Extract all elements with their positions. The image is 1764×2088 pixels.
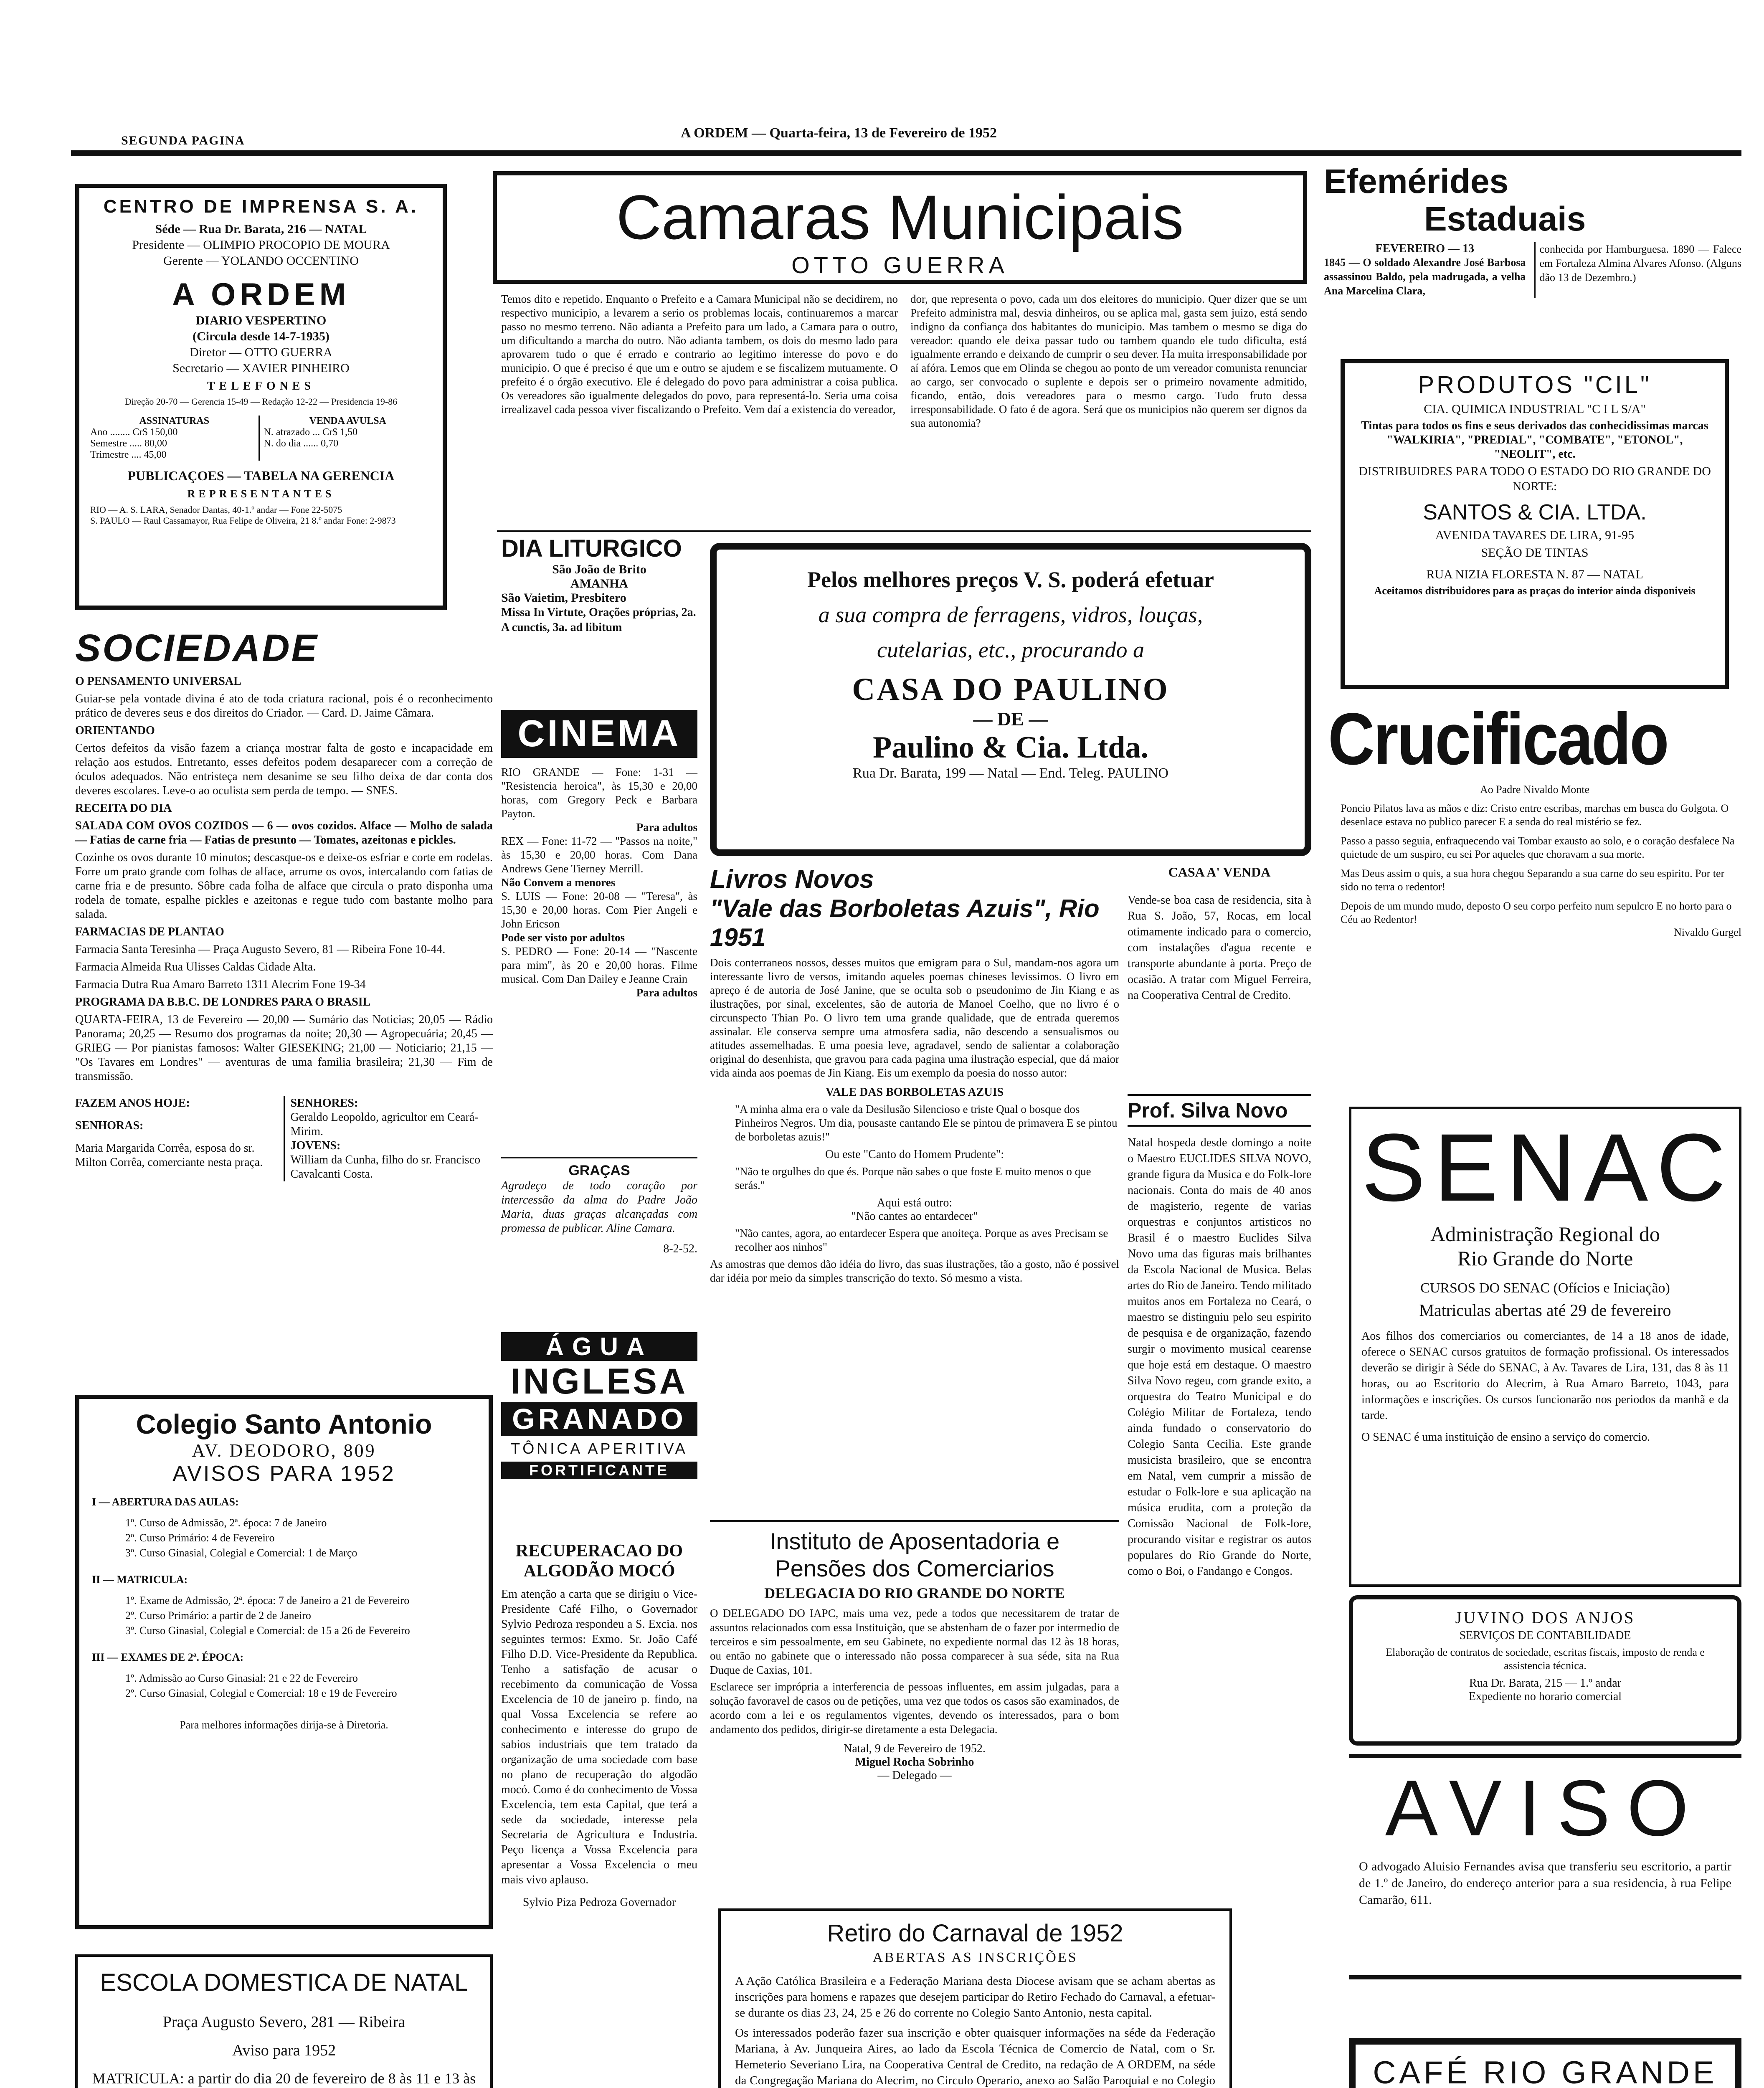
paulino-box [710, 543, 1311, 856]
header-rule [71, 150, 1741, 156]
orientando-text: Certos defeitos da visão fazem a criança mostrar falta de gosto e incapacidade em relação aos estudos. Entretanto, esses defeitos podem desaparecer com a correção de óculos adequados. Não entristeça nem desanime se seu filho deixa de dar conta dos deveres escolares. Leve-o ao oculista sem perda de tempo. — SNES. [75, 742, 493, 797]
liturgico-text: Missa In Virtute, Orações próprias, 2a. A cunctis, 3a. ad libitum [501, 606, 696, 634]
imprensa-box [75, 184, 447, 610]
agua-line5: FORTIFICANTE [501, 1462, 697, 1479]
senac-sub1: Administração Regional do [1430, 1222, 1660, 1246]
livros-closing: As amostras que demos dão idéia do livro, das suas ilustrações, tão a gosto, não é possivel dar idéia por meio da simples transcrição do texto. Só mesmo a vista. [710, 1258, 1119, 1284]
livros-poem: "A minha alma era o vale da Desilusão Silencioso e triste Qual o bosque dos Pinheiros Negros. Um dia, pousaste cantando Ele se pintou de primavera E se pintou de borboletas azuis!" [735, 1103, 1118, 1143]
agua-line3: GRANADO [501, 1402, 697, 1436]
assinaturas-label: ASSINATURAS [139, 416, 210, 426]
cil-cia: CIA. QUIMICA INDUSTRIAL "C I L S/A" [1424, 402, 1646, 416]
crucificado-verse: Mas Deus assim o quis, a sua hora chegou Separando a sua carne do seu espirito. Por ter sido no terra o redentor! [1341, 867, 1725, 893]
instituto-p2: Esclarece ser imprópria a interferencia de pessoas influentes, em assim julgadas, para a solução favoravel de casos ou de petições, uma vez que todos os casos são examinados, de acordo com a lei e os regulamentos vigentes, devendo os interessados, para o bom andamento dos pedidos, dirigir-se diretamente a esta Delegacia. [710, 1680, 1119, 1736]
colegio-s2: II — MATRICULA: [92, 1574, 188, 1586]
rate-row: Ano ........ Cr$ 150,00 [90, 427, 178, 438]
senhoras-label: SENHORAS: [75, 1119, 144, 1132]
gracas-section [501, 1157, 697, 1330]
escola-title: ESCOLA DOMESTICA DE NATAL [100, 1969, 468, 1996]
aniversarios [75, 1096, 493, 1181]
rate-row: Trimestre .... 45,00 [90, 449, 167, 460]
senac-matriculas: Matriculas abertas até 29 de fevereiro [1419, 1301, 1671, 1320]
retiro-title: Retiro do Carnaval de 1952 [827, 1920, 1123, 1947]
crucificado-sign: Nivaldo Gurgel [1674, 926, 1741, 938]
recuperacao-sign: Sylvio Piza Pedroza Governador [522, 1896, 676, 1909]
cinema-title: CINEMA [501, 710, 697, 758]
cil-secao: SEÇÃO DE TINTAS [1481, 546, 1589, 560]
crucificado-section [1328, 697, 1741, 1115]
imprensa-gerente: Gerente — YOLANDO OCCENTINO [163, 254, 359, 268]
juvino-addr: Rua Dr. Barata, 215 — 1.º andar [1469, 1677, 1622, 1690]
retiro-box [718, 1908, 1232, 2088]
paulino-name: CASA DO PAULINO [852, 672, 1169, 707]
page-header [75, 125, 1737, 150]
efemerides-right [1534, 242, 1742, 298]
senac-sub2: Rio Grande do Norte [1457, 1247, 1633, 1270]
imprensa-presidente: Presidente — OLIMPIO PROCOPIO DE MOURA [132, 238, 390, 252]
aniversarios-label: FAZEM ANOS HOJE: [75, 1097, 190, 1110]
instituto-sign: Miguel Rocha Sobrinho [855, 1756, 974, 1769]
livros-poem-title: VALE DAS BORBOLETAS AZUIS [825, 1086, 1004, 1099]
receita-text: Cozinhe os ovos durante 10 minutos; descasque-os e deixe-os esfriar e corte em rodelas. Forre um prato grande com folhas de alface, arrume os ovos, intercalando com fatias de carne fria e de presunto. Sôbre cada folha de alface que circula o prato disponha uma rodela de tomate, espalhe pickles e azeitonas e regue tudo com bastante molho para salada. [75, 851, 493, 921]
cil-title: PRODUTOS "CIL" [1418, 371, 1652, 398]
livros-title: "Vale das Borboletas Azuis", Rio 1951 [710, 894, 1100, 951]
date-line: A ORDEM — Quarta-feira, 13 de Fevereiro de 1952 [681, 125, 997, 141]
efemerides-body [1324, 242, 1741, 298]
agua-line1: ÁGUA [501, 1332, 697, 1361]
escola-aviso: Aviso para 1952 [232, 2042, 336, 2059]
imprensa-sede: Séde — Rua Dr. Barata, 216 — NATAL [155, 222, 367, 236]
juvino-hours: Expediente no horario comercial [1468, 1690, 1622, 1703]
rep-sp: S. PAULO — Raul Cassamayor, Rua Felipe de Oliveira, 21 8.º andar Fone: 2-9873 [90, 515, 396, 526]
colegio-item: 1º. Curso de Admissão, 2ª. época: 7 de Janeiro [125, 1517, 327, 1529]
cinema-luis: S. LUIS — Fone: 20-08 — "Teresa", às 15,30 e 20,00 horas. Com Pier Angeli e John Ericson [501, 890, 697, 930]
livros-heading: Livros Novos [710, 865, 874, 894]
juvino-title: JUVINO DOS ANJOS [1455, 1608, 1635, 1627]
casa-venda-section [1128, 864, 1311, 1090]
telefones-label: TELEFONES [207, 380, 315, 393]
cil-addr: AVENIDA TAVARES DE LIRA, 91-95 [1435, 528, 1635, 542]
cinema-rex: REX — Fone: 11-72 — "Passos na noite," às 15,30 e 20,00 horas. Com Dana Andrews Gene Tierney Merrill. [501, 835, 697, 875]
masthead: A ORDEM [172, 277, 350, 312]
livros-outro-name: "Não cantes ao entardecer" [851, 1210, 978, 1223]
rates-table [90, 416, 432, 461]
livros-outro-title: Aqui está outro: [877, 1196, 953, 1209]
livros-outro: "Não cantes, agora, ao entardecer Espera que anoiteça. Porque as aves Precisam se recolher aos ninhos" [735, 1227, 1108, 1253]
silva-text: Natal hospeda desde domingo a noite o Maestro EUCLIDES SILVA NOVO, grande figura da Musica e do Folk-lore nacionais. Conta do mais de 40 anos de magisterio, regente de varias orquestras e conjuntos artisticos no Brasil é o maestro Euclides Silva Novo uma das figuras mais brilhantes da Escola Nacional de Musica. Belas artes do Rio de Janeiro. Tendo militado muitos anos em Fortaleza no Ceará, o maestro se distinguiu pelo seu espirito de pesquisa e de organização, fazendo surgir o movimento musical cearense que hoje está em destaque. O maestro Silva Novo regeu, com grande exito, a orquestra do Teatro Municipal e do Colégio Militar de Fortaleza, tendo ainda fundado o conservatorio do Colegio Santa Cecilia. Este grande musicista brasileiro, que se encontra em Natal, vem cumprir a missão de estudar o Folk-lore e sua aplicação na música erudita, com a proteção da Comissão Nacional de Folk-lore, procurando visitar e registrar os autos populares do Rio Grande do Norte, como o Boi, o Fandango e Congos. [1128, 1136, 1311, 1578]
colegio-item: 2º. Curso Primário: a partir de 2 de Janeiro [125, 1609, 311, 1622]
cil-rua: RUA NIZIA FLORESTA N. 87 — NATAL [1426, 568, 1643, 581]
recuperacao-text: Em atenção a carta que se dirigiu o Vice-Presidente Café Filho, o Governador Sylvio Pedroza respondeu a S. Excia. nos seguintes termos: Exmo. Sr. João Café Filho D.D. Vice-Presidente da Republica. Tenho a satisfação de acusar o recebimento da comunicação de Vossa Excelencia de 10 de janeiro p. findo, na qual Vossa Excelencia se refere ao conhecimento e interesse do grupo de sabios industriais que tem tratado da organização de uma sociedade com base no plano de recuperação do algodão mocó. Como é do conhecimento de Vossa Excelencia, tem esta Capital, que terá a sede da sociedade, interesse pela Secretaria de Agricultura e Industria. Peço licença a Vossa Excelencia para apresentar a Vossa Excelencia o meu mais vivo aplauso. [501, 1588, 697, 1886]
efemerides-title1: Efemérides [1324, 162, 1509, 200]
sociedade-body [75, 674, 493, 1084]
masthead-subtitle: DIARIO VESPERTINO [195, 314, 327, 327]
colegio-title: Colegio Santo Antonio [136, 1409, 432, 1439]
cinema-rating: Não Convem a menores [501, 876, 616, 889]
instituto-date: Natal, 9 de Fevereiro de 1952. [844, 1742, 986, 1755]
senac-sign: O SENAC é uma instituição de ensino a serviço do comercio. [1361, 1431, 1650, 1444]
crucificado-author: Ao Padre Nivaldo Monte [1480, 783, 1590, 796]
cinema-section [501, 710, 697, 1144]
pensamento-label: O PENSAMENTO UNIVERSAL [75, 675, 241, 688]
colegio-item: 2º. Curso Ginasial, Colegial e Comercial: 18 e 19 de Fevereiro [125, 1687, 397, 1699]
sociedade-section [75, 626, 493, 1386]
efemerides-left [1324, 242, 1526, 298]
venda-label: VENDA AVULSA [309, 416, 386, 426]
crucificado-verse: Passo a passo seguia, enfraquecendo vai Tombar exausto ao solo, e o coração desfalece Na quietude de um suspiro, eu sei Por aqueles que choravam a sua morte. [1341, 835, 1735, 860]
colegio-box [75, 1395, 493, 1929]
senhoras-text: Maria Margarida Corrêa, esposa do sr. Milton Corrêa, comerciante nesta praça. [75, 1142, 263, 1169]
aniversarios-left [75, 1096, 284, 1181]
retiro-p2: Os interessados poderão fazer sua inscrição e obter quaisquer informações na séde da Federação Mariana, à Av. Junqueira Aires, ao lado da Escola Técnica de Comercio de Natal, com o Sr. Hemeterio Severiano Lira, na Cooperativa Central de Credito, na redação de A ORDEM, na séde da Congregação Mariana do Alecrim, no Circulo Operario, anexo ao Salão Paroquial e no Colegio [735, 2026, 1215, 2087]
colegio-s1: I — ABERTURA DAS AULAS: [92, 1496, 239, 1508]
livros-canto-title: Ou este "Canto do Homem Prudente": [825, 1148, 1004, 1161]
farmacia-item: Farmacia Santa Teresinha — Praça Augusto Severo, 81 — Ribeira Fone 10-44. [75, 943, 446, 956]
publicacoes: PUBLICAÇOES — TABELA NA GERENCIA [127, 468, 395, 483]
instituto-title1: Instituto de Aposentadoria e [769, 1528, 1060, 1554]
crucificado-verse: Poncio Pilatos lava as mãos e diz: Cristo entre escribas, marchas em busca do Golgota. O desenlace estava no publico parecer E a senda do real mistério se fez. [1341, 802, 1729, 828]
colegio-subtitle: AVISOS PARA 1952 [172, 1462, 395, 1486]
jovens-label: JOVENS: [290, 1139, 341, 1152]
orientando-label: ORIENTANDO [75, 724, 155, 737]
cinema-body [501, 765, 697, 1000]
sociedade-title: SOCIEDADE [75, 627, 319, 669]
retiro-p1: A Ação Católica Brasileira e a Federação Mariana desta Diocese avisam que se acham abertas as inscrições para homens e rapazes que desejem participar do Retiro Fechado do Carnaval, a efetuar-se durante os dias 23, 24, 25 e 26 do corrente no Colegio Santo Antonio, nesta capital. [735, 1974, 1215, 2020]
aviso-title: AVISO [1385, 1764, 1706, 1852]
cafe-title: CAFÉ RIO GRANDE [1373, 2055, 1718, 2088]
gracas-text: Agradeço de todo coração por intercessão da alma do Padre João Maria, duas graças alcançadas com promessa de publicar. Aline Camara. [501, 1179, 697, 1235]
crucificado-verses [1328, 802, 1741, 926]
camaras-rule [497, 530, 1311, 532]
cinema-rio: RIO GRANDE — Fone: 1-31 — "Resistencia heroica", às 15,30 e 20,00 horas, com Gregory Peck e Barbara Payton. [501, 766, 697, 820]
cinema-rating: Para adultos [636, 986, 697, 999]
instituto-p1: O DELEGADO DO IAPC, mais uma vez, pede a todos que necessitarem de tratar de assuntos relacionados com essa Instituição, que se abstenham de o fazer por intermedio de terceiros e sim pessoalmente, em seu Gabinete, no expediente normal das 12 às 18 horas, ou então no gabinete que o interessado não possa comparecer à sua séde, sita na Rua Duque de Caxias, 101. [710, 1607, 1119, 1676]
venda-row: N. do dia ...... 0,70 [264, 438, 339, 449]
diretor: Diretor — OTTO GUERRA [190, 345, 332, 359]
colegio-item: 3º. Curso Ginasial, Colegial e Comercial: de 15 a 26 de Fevereiro [125, 1624, 410, 1637]
liturgico-saint: São João de Brito [552, 563, 646, 576]
escola-address: Praça Augusto Severo, 281 — Ribeira [162, 2013, 406, 2031]
section-label: SEGUNDA PAGINA [121, 134, 245, 147]
livros-canto: "Não te orgulhes do que és. Porque não sabes o que foste E muito menos o que serás." [735, 1165, 1091, 1191]
efemerides-col2: conhecida por Hamburguesa. 1890 — Falece em Fortaleza Almina Alvares Afonso. (Alguns dão 13 de Dezembro.) [1539, 243, 1741, 284]
circulation: (Circula desde 14-7-1935) [193, 329, 329, 343]
aviso-text: O advogado Aluisio Fernandes avisa que transferiu seu escritorio, a partir de 1.º de Janeiro, do endereço anterior para a sua residencia, à rua Felipe Camarão, 611. [1359, 1860, 1731, 1907]
cil-aceitamos: Aceitamos distribuidores para as praças do interior ainda disponiveis [1374, 585, 1696, 597]
colegio-address: AV. DEODORO, 809 [192, 1440, 376, 1461]
venda-col [259, 416, 432, 461]
juvino-box [1349, 1595, 1741, 1746]
cinema-pedro: S. PEDRO — Fone: 20-14 — "Nascente para mim", às 20 e 20,00 horas. Filme musical. Com Dan Dailey e Jeanne Crain [501, 945, 697, 985]
colegio-item: 2º. Curso Primário: 4 de Fevereiro [125, 1532, 275, 1544]
instituto-subtitle: DELEGACIA DO RIO GRANDE DO NORTE [764, 1585, 1065, 1601]
livros-section [710, 864, 1119, 1516]
silva-title: Prof. Silva Novo [1128, 1094, 1311, 1127]
efemerides-col1: 1845 — O soldado Alexandre José Barbosa assassinou Baldo, pela madrugada, a velha Ana Marcelina Clara, [1324, 256, 1526, 297]
farmacias-label: FARMACIAS DE PLANTAO [75, 925, 224, 938]
liturgico-tomorrow: São Vaietim, Presbitero [501, 591, 626, 605]
paulino-line2: a sua compra de ferragens, vidros, louças, [818, 602, 1203, 627]
cil-dist: DISTRIBUIDRES PARA TODO O ESTADO DO RIO GRANDE DO NORTE: [1358, 464, 1711, 493]
liturgico-title: DIA LITURGICO [501, 535, 682, 562]
venda-row: N. atrazado ... Cr$ 1,50 [264, 427, 358, 438]
cinema-rating: Para adultos [636, 821, 697, 834]
assinaturas-col [90, 416, 259, 461]
colegio-item: 1º. Exame de Admissão, 2ª. época: 7 de Janeiro a 21 de Fevereiro [125, 1594, 410, 1607]
camaras-col2: dor, que representa o povo, cada um dos eleitores do municipio. Quer dizer que se um Prefeito administra mal, desvia dinheiros, ou se aplica mal, gasta sem juizo, está sendo indigno da confiança dos habitantes do municipio. Mas tambem o mesmo se diga do vereador: quando ele deixa passar tudo ou tambem quando ele tudo dificulta, está igualmente errando e deixando de cumprir o seu dever. Ha muita irresponsabilidade por aí afóra. Lemos que em Olinda se chegou ao ponto de um vereador comunista renunciar ao cargo, ser convocado o suplente e depois ser o primeiro novamente admitido, ficando, então, dois vereadores para o mesmo cargo. Tudo fruto dessa irresponsabilidade. O fato é de agora. Será que os municipios não querem ser dignos da sua autonomia? [910, 293, 1307, 429]
bbc-text: QUARTA-FEIRA, 13 de Fevereiro — 20,00 — Sumário das Noticias; 20,05 — Rádio Panorama; 20,25 — Resumo dos programas da noite; 20,30 — Agropecuária; 20,45 — GRIEG — Por pianistas famosos: Walter GIESEKING; 21,00 — Noticiario; 21,15 — "Os Tavares em Londres" — aventuras de uma familia brasileira; 21,30 — Fim de transmissão. [75, 1013, 493, 1083]
receita-label: RECEITA DO DIA [75, 802, 172, 815]
camaras-body [501, 292, 1307, 526]
instituto-section [710, 1520, 1119, 1903]
senac-text: Aos filhos dos comerciarios ou comerciantes, de 14 a 18 anos de idade, oferece o SENAC cursos gratuitos de formação profissional. Os interessados deverão se dirigir à Séde do SENAC, à Av. Tavares de Lira, 131, das 8 às 11 horas, ou ao Escritorio do Alecrim, à Rua Amaro Barreto, 1043, para informações e inscrições. Os cursos funcionarão nos periodos da manhã e da tarde. [1361, 1330, 1729, 1422]
paulino-line1: Pelos melhores preços V. S. poderá efetuar [807, 567, 1214, 592]
colegio-item: 3º. Curso Ginasial, Colegial e Comercial: 1 de Março [125, 1547, 357, 1559]
farmacia-item: Farmacia Dutra Rua Amaro Barreto 1311 Alecrim Fone 19-34 [75, 978, 366, 991]
camaras-title: Camaras Municipais [616, 182, 1184, 252]
colegio-footer: Para melhores informações dirija-se à Diretoria. [180, 1719, 388, 1731]
camaras-title-box [493, 171, 1307, 284]
juvino-text: Elaboração de contratos de sociedade, escritas fiscais, imposto de renda e assistencia técnica. [1386, 1646, 1705, 1672]
rep-rio: RIO — A. S. LARA, Senador Dantas, 40-1.º andar — Fone 22-5075 [90, 504, 342, 515]
paulino-de: — DE — [973, 708, 1048, 730]
senhores-text: Geraldo Leopoldo, agricultor em Ceará-Mirim. [290, 1111, 479, 1138]
paulino-address: Rua Dr. Barata, 199 — Natal — End. Teleg. PAULINO [853, 765, 1168, 781]
juvino-sub: SERVIÇOS DE CONTABILIDADE [1459, 1629, 1631, 1642]
colegio-body [92, 1495, 476, 1733]
escola-matricula: MATRICULA: a partir do dia 20 de fevereiro de 8 às 11 e 13 às [92, 2070, 476, 2087]
camaras-col1: Temos dito e repetido. Enquanto o Prefeito e a Camara Municipal não se decidirem, no respectivo municipio, a levarem a serio os problemas locais, continuaremos a marcar passo no mesmo terreno. Não adianta a Prefeito para um lado, a Camara para o outro, um dificultando a marcha do outro. Não adianta tambem, os dois do mesmo lado para aprovarem tudo o que é errado e contrario ao legitimo interesse do povo e do municipio. O que é preciso é que um e outro se ajudem e se fiscalizem mutuamente. O prefeito é o órgão executivo. Ele é delegado do povo para administrar a coisa publica. Os vereadores são igualmente delegados do povo, para representá-lo. Seria uma coisa irrealizavel cada pessoa viver fiscalizando o Prefeito. Vem daí a existencia do vereador, [501, 293, 898, 416]
colegio-s3: III — EXAMES DE 2ª. ÉPOCA: [92, 1651, 244, 1663]
agua-line4: TÔNICA APERITIVA [511, 1440, 688, 1457]
retiro-subtitle: ABERTAS AS INSCRIÇÕES [872, 1950, 1078, 1965]
escola-box [75, 1954, 493, 2088]
imprensa-title: CENTRO DE IMPRENSA S. A. [103, 196, 419, 217]
recuperacao-title: RECUPERACAO DO ALGODÃO MOCÓ [515, 1541, 683, 1581]
senhores-label: SENHORES: [290, 1097, 358, 1110]
agua-ad [501, 1332, 697, 1528]
cil-firm: SANTOS & CIA. LTDA. [1423, 500, 1647, 525]
paulino-firm: Paulino & Cia. Ltda. [873, 730, 1148, 765]
senac-title: SENAC [1361, 1114, 1734, 1221]
efemerides-date: FEVEREIRO — 13 [1375, 242, 1474, 255]
senac-cursos: CURSOS DO SENAC (Ofícios e Iniciação) [1420, 1280, 1670, 1296]
camaras-author: OTTO GUERRA [791, 252, 1009, 278]
instituto-title2: Pensões dos Comerciarios [775, 1555, 1054, 1581]
gracas-date: 8-2-52. [663, 1242, 697, 1255]
cafe-box [1349, 2038, 1741, 2088]
cinema-rating: Pode ser visto por adultos [501, 931, 625, 944]
livros-text: Dois conterraneos nossos, desses muitos que emigram para o Sul, mandam-nos agora um interessante livro de versos, imitando aqueles poemas chineses levissimos. O livro em apreço é de autoria de José Janine, que se oculta sob o pseudonimo de Jin Kiang e as ilustrações, por sinal, excelentes, são de autoria de Manoel Coelho, que no livro é o circunspecto Thian Po. O livro tem uma grande qualidade, que de entrada queremos assinalar. Ele conserva sempre uma atmosfera sadia, não descendo a sensualismos ou atitudes assemelhadas. E uma poesia leve, agradavel, sendo de salientar a colaboração original do desenhista, que gravou para cada pagina uma ilustração especial, que dá maior vida ainda aos poemas de Jin Kiang. Eis um exemplo da poesia do nosso autor: [710, 956, 1119, 1079]
jovens-text: William da Cunha, filho do sr. Francisco Cavalcanti Costa. [290, 1153, 481, 1181]
crucificado-title: Crucificado [1328, 698, 1668, 780]
cil-tintas: Tintas para todos os fins e seus derivados das conhecidissimas marcas "WALKIRIA", "PREDIAL", "COMBATE", "ETONOL", "NEOLIT", etc. [1361, 419, 1708, 461]
paulino-line3: cutelarias, etc., procurando a [877, 637, 1144, 662]
casa-venda-text: Vende-se boa casa de residencia, sita à Rua S. João, 57, Rocas, em local otimamente indicado para o comercio, com instalações d'agua recente e transporte abundante à porta. Preço de ocasião. A tratar com Miguel Ferreira, na Cooperativa Central de Credito. [1128, 894, 1311, 1002]
efemerides-title2: Estaduais [1424, 200, 1586, 238]
senac-box [1349, 1107, 1741, 1587]
colegio-item: 1º. Admissão ao Curso Ginasial: 21 e 22 de Fevereiro [125, 1672, 358, 1684]
casa-venda-title: CASA A' VENDA [1168, 864, 1271, 879]
pensamento-text: Guiar-se pela vontade divina é ato de toda criatura racional, pois é o reconhecimento prático de deveres seus e dos direitos do Criador. — Card. D. Jaime Câmara. [75, 692, 493, 720]
aviso-section [1349, 1754, 1741, 1979]
rate-row: Semestre ..... 80,00 [90, 438, 167, 449]
agua-line2: INGLESA [510, 1361, 688, 1401]
representantes-label: REPRESENTANTES [187, 488, 335, 500]
crucificado-verse: Depois de um mundo mudo, deposto O seu corpo perfeito num sepulcro E no horto para o Céu ao Redentor! [1341, 900, 1732, 925]
receita-title: SALADA COM OVOS COZIDOS — 6 — ovos cozidos. Alface — Molho de salada — Fatias de carne fria — Fatias de presunto — Tomates, azeitonas e pickles. [75, 819, 493, 846]
liturgico-amanha: AMANHA [570, 577, 629, 590]
aniversarios-right [284, 1096, 493, 1181]
telefones: Direção 20-70 — Gerencia 15-49 — Redação 12-22 — Presidencia 19-86 [124, 396, 398, 407]
farmacia-item: Farmacia Almeida Rua Ulisses Caldas Cidade Alta. [75, 960, 316, 973]
efemerides-section [1324, 163, 1741, 380]
bbc-label: PROGRAMA DA B.B.C. DE LONDRES PARA O BRASIL [75, 996, 371, 1009]
secretario: Secretario — XAVIER PINHEIRO [172, 361, 350, 375]
instituto-role: — Delegado — [877, 1769, 952, 1782]
cil-box [1341, 359, 1729, 689]
gracas-title: GRAÇAS [568, 1163, 630, 1178]
liturgico-section [501, 535, 697, 706]
recuperacao-section [501, 1541, 697, 2088]
